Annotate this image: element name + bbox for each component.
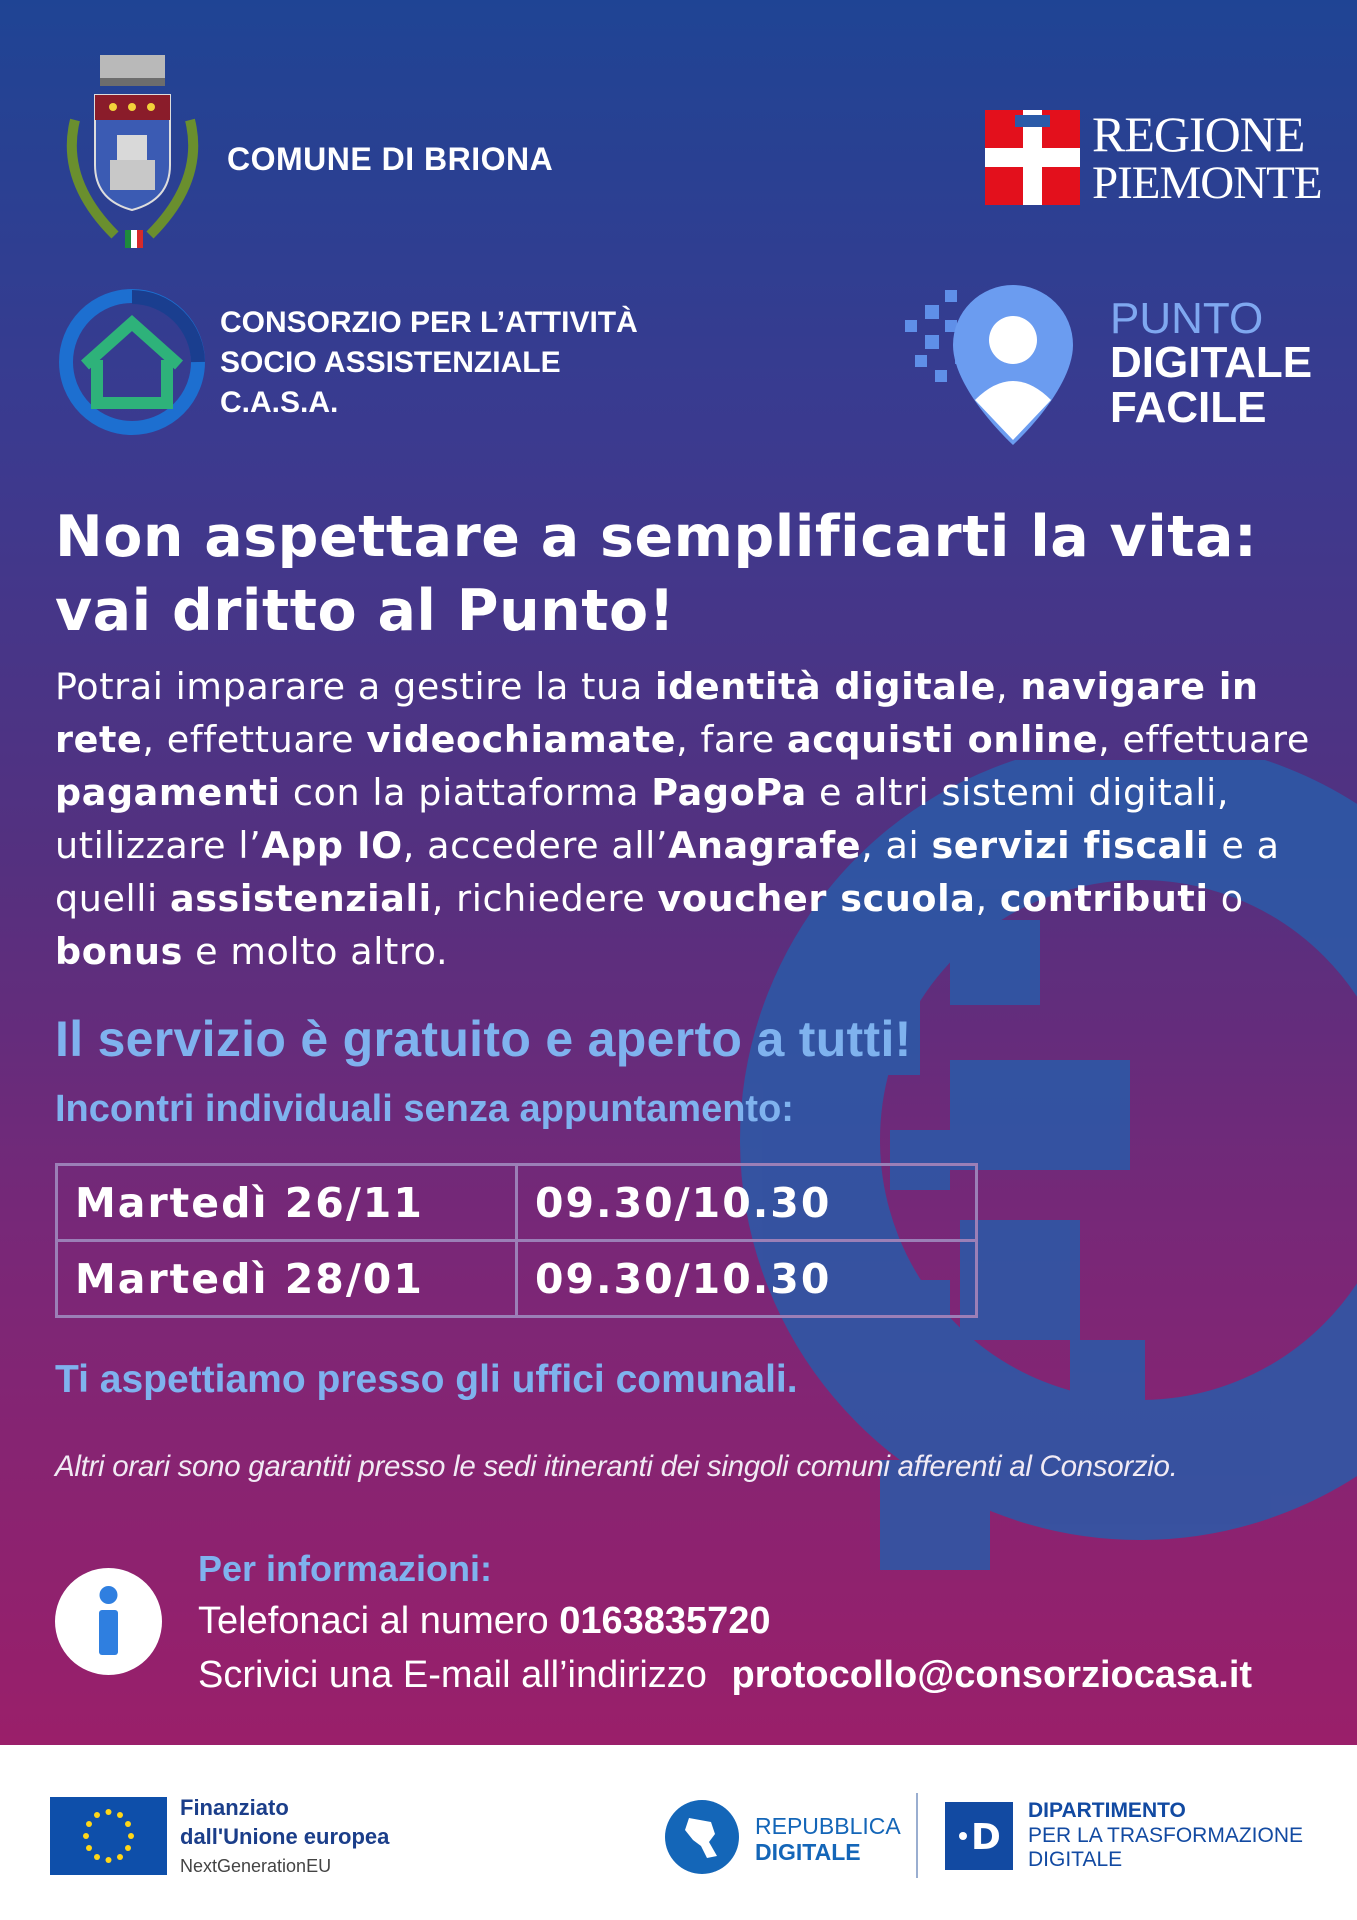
schedule-row [57,1241,977,1317]
pdf-line3: FACILE [1110,383,1267,432]
body-text-segment: o [1208,877,1244,920]
consorzio-casa-logo [55,285,210,440]
body-text-segment: , [975,877,1000,920]
body-highlight: App IO [261,824,403,867]
rd-line1: REPUBBLICA [755,1813,901,1839]
eu-line3: NextGenerationEU [180,1856,332,1876]
dtd-line1: DIPARTIMENTO [1028,1799,1186,1822]
eu-line2: dall'Unione europea [180,1824,390,1849]
body-highlight: bonus [55,930,183,973]
punto-digitale-facile-logo [905,280,1090,450]
body-text-segment: e altri sistemi digitali, utilizzare l’ [55,771,1230,867]
phone-number[interactable]: 0163835720 [559,1600,771,1642]
dtd-line3: DIGITALE [1028,1848,1123,1871]
schedule-time: 09.30/10.30 [517,1241,977,1317]
eu-flag [50,1797,167,1875]
footer-divider [916,1793,918,1878]
body-highlight: Anagrafe [668,824,862,867]
headline-line1: Non aspettare a semplificarti la vita: [55,504,1258,570]
body-text-segment: Potrai imparare a gestire la tua [55,665,655,708]
footer [0,1745,1357,1920]
pdf-line1: PUNTO [1110,294,1264,343]
body-highlight: identità digitale [655,665,996,708]
dipartimento-logo [945,1802,1013,1870]
body-text-segment: e a quelli [55,824,1280,920]
comune-name: COMUNE DI BRIONA [227,141,554,177]
body-text-segment: , accedere all’ [402,824,669,867]
regione-piemonte-logo [985,110,1080,205]
body-text-segment: con la piattaforma [280,771,652,814]
svg-text:D: D [971,1817,1001,1858]
body-highlight: contributi [999,877,1209,920]
schedule-day: Martedì 26/11 [57,1165,517,1241]
body-text-segment: e molto altro. [182,930,449,973]
free-service-title: Il servizio è gratuito e aperto a tutti! [55,1011,912,1067]
consorzio-line2: SOCIO ASSISTENZIALE [220,346,561,379]
body-highlight: servizi fiscali [931,824,1210,867]
info-phone-line [198,1600,771,1643]
body-highlight: assistenziali [169,877,432,920]
body-text-segment: , effettuare [1098,718,1310,761]
info-title: Per informazioni: [198,1548,493,1589]
rd-line2: DIGITALE [755,1839,861,1865]
body-text-segment: , ai [861,824,932,867]
body-text-segment: , [995,665,1021,708]
email-prefix: Scrivici una E-mail all’indirizzo [198,1654,707,1696]
body-text-segment: , richiedere [431,877,658,920]
consorzio-line1: CONSORZIO PER L’ATTIVITÀ [220,306,638,339]
phone-prefix: Telefonaci al numero [198,1600,560,1642]
info-icon [55,1568,162,1675]
body-highlight: navigare in rete [55,665,1259,761]
body-highlight: videochiamate [366,718,677,761]
schedule-table [55,1163,978,1318]
email-address[interactable]: protocollo@consorziocasa.it [731,1654,1253,1696]
schedule-row [57,1165,977,1241]
body-highlight: acquisti online [786,718,1099,761]
itinerant-note: Altri orari sono garantiti presso le sedi itineranti dei singoli comuni afferenti al Consorzio. [55,1450,1178,1483]
meetings-title: Incontri individuali senza appuntamento: [55,1088,794,1130]
regione-line1: REGIONE [1092,106,1305,162]
body-highlight: PagoPa [651,771,807,814]
eu-line1: Finanziato [180,1795,289,1820]
body-highlight: pagamenti [55,771,281,814]
body-text-segment: , fare [676,718,787,761]
dtd-line2: PER LA TRASFORMAZIONE [1028,1824,1303,1847]
consorzio-line3: C.A.S.A. [220,386,339,419]
schedule-time: 09.30/10.30 [517,1165,977,1241]
comune-briona-coat-of-arms [55,50,210,250]
regione-line2: PIEMONTE [1092,157,1322,209]
body-highlight: voucher scuola [657,877,976,920]
pdf-line2: DIGITALE [1110,338,1313,387]
location-text: Ti aspettiamo presso gli uffici comunali. [55,1358,798,1401]
headline [55,500,1315,648]
headline-line2: vai dritto al Punto! [55,578,676,644]
repubblica-digitale-logo [665,1800,739,1874]
info-email-line [198,1654,1252,1697]
body-paragraph [55,660,1315,978]
schedule-day: Martedì 28/01 [57,1241,517,1317]
body-text-segment: , effettuare [142,718,367,761]
